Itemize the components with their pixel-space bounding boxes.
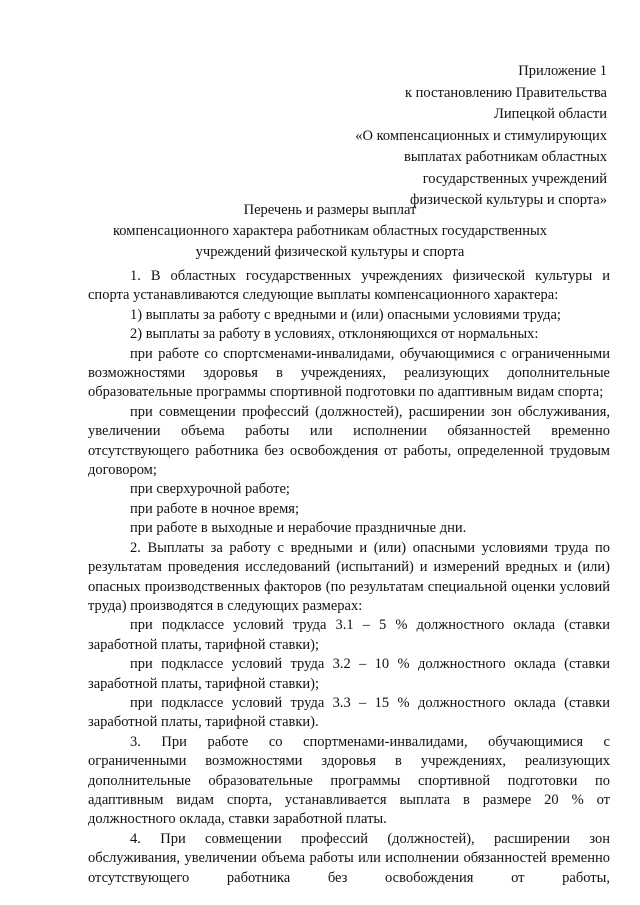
appendix-line: государственных учреждений [422,170,607,187]
subclass-3-2: при подклассе условий труда 3.2 – 10 % должностного оклада (ставки заработной платы, тарифной ставки); [88,656,610,692]
paragraph-2: 2. Выплаты за работу с вредными и (или) опасными условиями труда по результатам проведения исследований (испытаний) и измерений вредных и (или) опасных производственных факторов (по результатам специальной оценки условий труда) производятся в следующих размерах: [88,539,610,614]
sub-item-holidays: при работе в выходные и нерабочие праздничные дни. [130,520,467,537]
sub-item-night-work: при работе в ночное время; [130,500,299,517]
title-line: компенсационного характера работникам областных государственных [112,223,548,239]
appendix-line: к постановлению Правительства [405,84,607,101]
sub-item-disabled-athletes: при работе со спортсменами-инвалидами, обучающимися с ограниченными возможностями здоровья в учреждениях, реализующих дополнительные образовательные программы спортивной подготовки по адаптивным видам спорта; [88,345,610,401]
title-line: учреждений физической культуры и спорта [195,244,465,260]
appendix-line: Липецкой области [494,106,607,122]
paragraph-4: 4. При совмещении профессий (должностей), расширении зон обслуживания, увеличении объема работы или исполнении обязанностей временно отсутствующего работника без освобождения от работы, [88,830,610,886]
appendix-line: физической культуры и спорта» [410,192,607,208]
paragraph-1: 1. В областных государственных учреждениях физической культуры и спорта устанавливаются следующие выплаты компенсационного характера: [88,268,610,304]
appendix-header [355,61,607,212]
appendix-line: «О компенсационных и стимулирующих [355,127,607,144]
list-item-2: 2) выплаты за работу в условиях, отклоняющихся от нормальных: [130,326,539,343]
appendix-line: выплатах работникам областных [404,149,607,165]
sub-item-combining-jobs: при совмещении профессий (должностей), расширении зон обслуживания, увеличении объема работы или исполнении обязанностей временно отсутствующего работника без освобождения от работы, определенной трудовым договором; [88,403,610,479]
title-line: Перечень и размеры выплат [243,202,417,218]
appendix-line: Приложение 1 [518,63,607,79]
paragraph-3: 3. При работе со спортменами-инвалидами, обучающимися с ограниченными возможностями здоровья в учреждениях, реализующих дополнительные образовательные программы спортивной подготовки по адаптивным видам спорта, устанавливается выплата в размере 20 % от должностного оклада, ставки заработной платы. [88,733,610,828]
list-item-1: 1) выплаты за работу с вредными и (или) опасными условиями труда; [130,306,561,323]
document-title [60,200,600,263]
document-body [88,267,610,888]
sub-item-overtime: при сверхурочной работе; [130,481,290,498]
subclass-3-1: при подклассе условий труда 3.1 – 5 % должностного оклада (ставки заработной платы, тарифной ставки); [88,617,610,653]
subclass-3-3: при подклассе условий труда 3.3 – 15 % должностного оклада (ставки заработной платы, тарифной ставки). [88,694,610,731]
